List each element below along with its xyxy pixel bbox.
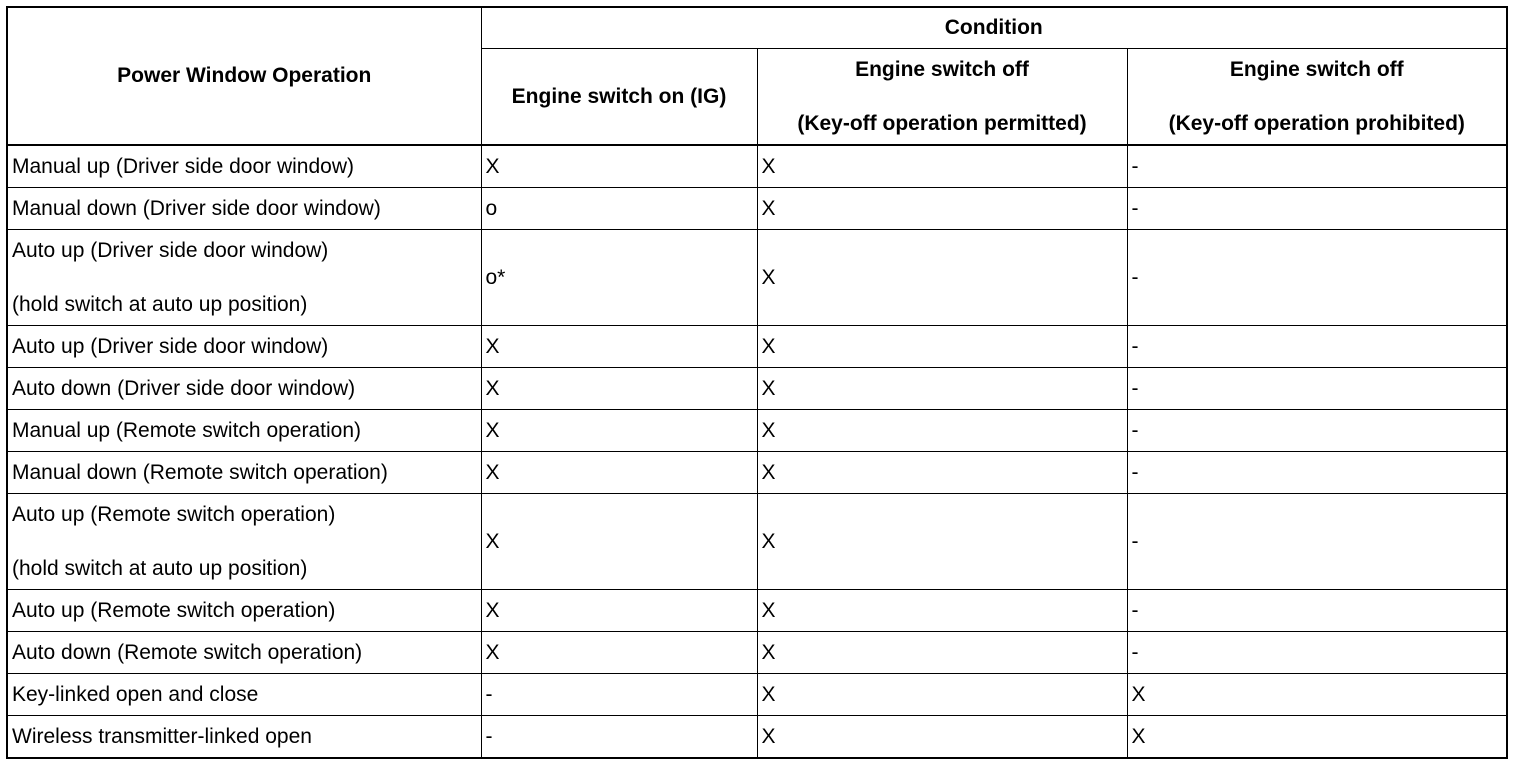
cell-engine-switch-on-ig: X (481, 494, 757, 590)
cell-key-off-prohibited: - (1127, 494, 1507, 590)
table-header (7, 7, 1507, 145)
cell-key-off-prohibited: - (1127, 632, 1507, 674)
header-prohibited-line2: (Key-off operation prohibited) (1168, 111, 1465, 135)
table-row (7, 368, 1507, 410)
cell-operation (7, 410, 481, 452)
header-engine-switch-on-ig: Engine switch on (IG) (481, 49, 757, 146)
cell-key-off-permitted: X (757, 326, 1127, 368)
cell-engine-switch-on-ig: o (481, 188, 757, 230)
operation-text: Wireless transmitter-linked open (12, 724, 312, 748)
cell-key-off-prohibited: - (1127, 145, 1507, 188)
table-body (7, 145, 1507, 758)
cell-key-off-permitted: X (757, 368, 1127, 410)
table-row (7, 410, 1507, 452)
cell-operation (7, 632, 481, 674)
cell-operation (7, 494, 481, 590)
table-row (7, 674, 1507, 716)
operation-text: Manual up (Remote switch operation) (12, 418, 362, 442)
operation-text: Auto up (Remote switch operation) (12, 598, 336, 622)
cell-key-off-permitted: X (757, 674, 1127, 716)
cell-engine-switch-on-ig: X (481, 326, 757, 368)
cell-operation (7, 230, 481, 326)
cell-operation (7, 368, 481, 410)
operation-text: Auto up (Driver side door window) (12, 238, 329, 262)
cell-key-off-prohibited: - (1127, 230, 1507, 326)
operation-text: Auto up (Driver side door window) (12, 334, 329, 358)
header-permitted-line2: (Key-off operation permitted) (797, 111, 1087, 135)
operation-note: (hold switch at auto up position) (12, 556, 308, 580)
cell-engine-switch-on-ig: - (481, 716, 757, 759)
operation-text: Auto down (Remote switch operation) (12, 640, 363, 664)
cell-operation (7, 674, 481, 716)
cell-engine-switch-on-ig: X (481, 590, 757, 632)
cell-key-off-prohibited: - (1127, 410, 1507, 452)
table-row (7, 326, 1507, 368)
table-row (7, 590, 1507, 632)
cell-key-off-prohibited: - (1127, 326, 1507, 368)
header-power-window-operation: Power Window Operation (7, 7, 481, 145)
cell-engine-switch-on-ig: X (481, 632, 757, 674)
operation-note: (hold switch at auto up position) (12, 292, 308, 316)
cell-engine-switch-on-ig: X (481, 410, 757, 452)
header-condition: Condition (481, 7, 1507, 49)
cell-operation (7, 590, 481, 632)
cell-key-off-prohibited: X (1127, 716, 1507, 759)
table-row (7, 494, 1507, 590)
table-row (7, 716, 1507, 759)
cell-engine-switch-on-ig: o* (481, 230, 757, 326)
table-row (7, 188, 1507, 230)
header-prohibited-line1: Engine switch off (1229, 57, 1404, 81)
cell-key-off-prohibited: - (1127, 188, 1507, 230)
cell-key-off-permitted: X (757, 452, 1127, 494)
cell-key-off-prohibited: - (1127, 368, 1507, 410)
header-engine-switch-off-permitted (757, 49, 1127, 146)
cell-engine-switch-on-ig: X (481, 452, 757, 494)
cell-operation (7, 188, 481, 230)
table-row (7, 452, 1507, 494)
operation-text: Manual up (Driver side door window) (12, 154, 354, 178)
cell-engine-switch-on-ig: - (481, 674, 757, 716)
cell-key-off-permitted: X (757, 145, 1127, 188)
operation-text: Manual down (Driver side door window) (12, 196, 381, 220)
cell-engine-switch-on-ig: X (481, 145, 757, 188)
cell-key-off-permitted: X (757, 716, 1127, 759)
cell-operation (7, 452, 481, 494)
cell-operation (7, 145, 481, 188)
cell-key-off-permitted: X (757, 188, 1127, 230)
operation-text: Manual down (Remote switch operation) (12, 460, 388, 484)
cell-key-off-permitted: X (757, 410, 1127, 452)
operation-text: Auto up (Remote switch operation) (12, 502, 336, 526)
cell-operation (7, 716, 481, 759)
table-row (7, 145, 1507, 188)
cell-key-off-permitted: X (757, 230, 1127, 326)
table-row (7, 230, 1507, 326)
cell-key-off-permitted: X (757, 494, 1127, 590)
cell-engine-switch-on-ig: X (481, 368, 757, 410)
table-row (7, 632, 1507, 674)
operation-text: Auto down (Driver side door window) (12, 376, 356, 400)
operation-text: Key-linked open and close (12, 682, 259, 706)
cell-operation (7, 326, 481, 368)
header-engine-switch-off-prohibited (1127, 49, 1507, 146)
cell-key-off-prohibited: - (1127, 590, 1507, 632)
cell-key-off-permitted: X (757, 632, 1127, 674)
header-permitted-line1: Engine switch off (855, 57, 1029, 81)
cell-key-off-permitted: X (757, 590, 1127, 632)
cell-key-off-prohibited: - (1127, 452, 1507, 494)
power-window-operation-table (6, 6, 1508, 759)
cell-key-off-prohibited: X (1127, 674, 1507, 716)
